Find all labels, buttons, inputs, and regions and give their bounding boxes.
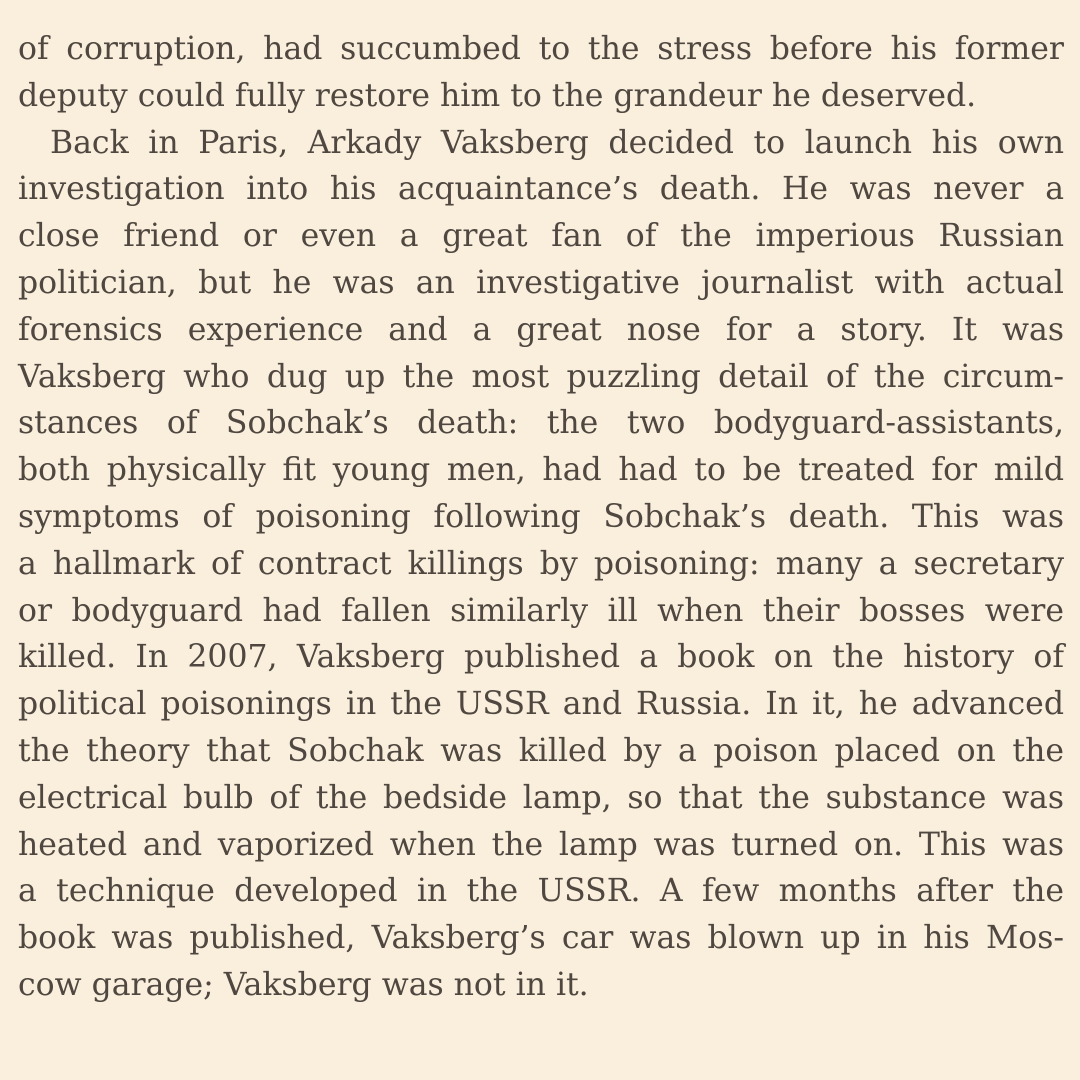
text-line: deputy could fully restore him to the grandeur he deserved. [18,77,977,114]
text-line: book was published, Vaksberg’s car was blown up in his Mos- [18,920,1064,957]
text-line: cow garage; Vaksberg was not in it. [18,966,589,1003]
text-line: the theory that Sobchak was killed by a poison placed on the [18,732,1064,769]
text-line: stances of Sobchak’s death: the two bodyguard-assistants, [18,405,1064,442]
text-line: killed. In 2007, Vaksberg published a book on the history of [18,639,1064,676]
text-line: a hallmark of contract killings by poisoning: many a secretary [18,545,1064,582]
text-line: Vaksberg who dug up the most puzzling detail of the circum- [18,358,1064,395]
text-line: or bodyguard had fallen similarly ill when their bosses were [18,592,1064,629]
text-line: investigation into his acquaintance’s death. He was never a [18,171,1064,208]
text-line: of corruption, had succumbed to the stress before his former [18,31,1064,67]
text-line: both physically fit young men, had had to be treated for mild [18,452,1064,489]
text-line: symptoms of poisoning following Sobchak’s death. This was [18,498,1064,535]
text-line: heated and vaporized when the lamp was turned on. This was [18,826,1064,863]
text-line: close friend or even a great fan of the imperious Russian [18,218,1064,255]
body-text [18,26,1064,1009]
text-line: politician, but he was an investigative journalist with actual [18,264,1064,301]
text-line: a technique developed in the USSR. A few months after the [18,873,1064,910]
text-line: forensics experience and a great nose for a story. It was [18,311,1064,348]
text-line: electrical bulb of the bedside lamp, so that the substance was [18,779,1064,816]
text-line: political poisonings in the USSR and Russia. In it, he advanced [18,686,1064,723]
text-line: Back in Paris, Arkady Vaksberg decided to launch his own [50,124,1064,161]
